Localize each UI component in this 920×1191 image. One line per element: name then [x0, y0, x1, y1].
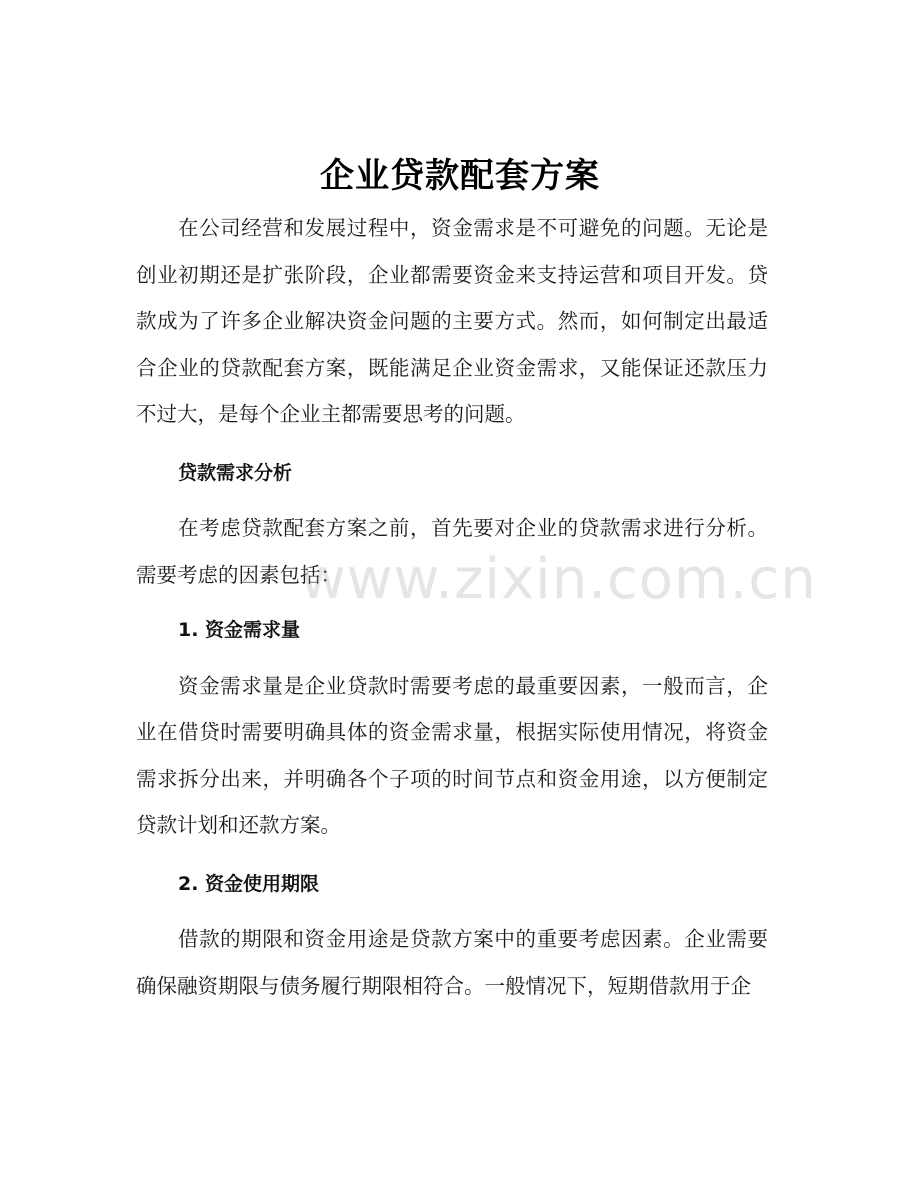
item-body-funding-amount: 资金需求量是企业贷款时需要考虑的最重要因素，一般而言，企业在借贷时需要明确具体的资金需求量，根据实际使用情况，将资金需求拆分出来，并明确各个子项的时间节点和资金用途，以方便制定贷款计划和还款方案。	[136, 673, 768, 837]
item-heading-funding-amount: 1. 资金需求量	[178, 619, 301, 641]
intro-paragraph: 在公司经营和发展过程中，资金需求是不可避免的问题。无论是创业初期还是扩张阶段，企业都需要资金来支持运营和项目开发。贷款成为了许多企业解决资金问题的主要方式。然而，如何制定出最适合企业的贷款配套方案，既能满足企业资金需求，又能保证还款压力不过大，是每个企业主都需要思考的问题。	[136, 216, 768, 426]
section-intro-paragraph: 在考虑贷款配套方案之前，首先要对企业的贷款需求进行分析。需要考虑的因素包括：	[136, 516, 768, 587]
item-body-funding-term: 借款的期限和资金用途是贷款方案中的重要考虑因素。企业需要确保融资期限与债务履行期限相符合。一般情况下，短期借款用于企	[136, 927, 768, 998]
item-heading-funding-term: 2. 资金使用期限	[178, 872, 320, 895]
section-heading: 贷款需求分析	[178, 461, 293, 484]
watermark-text: www.zixin.com.cn	[300, 547, 817, 612]
document-body	[136, 205, 768, 1009]
document-title: 企业贷款配套方案	[320, 156, 600, 196]
